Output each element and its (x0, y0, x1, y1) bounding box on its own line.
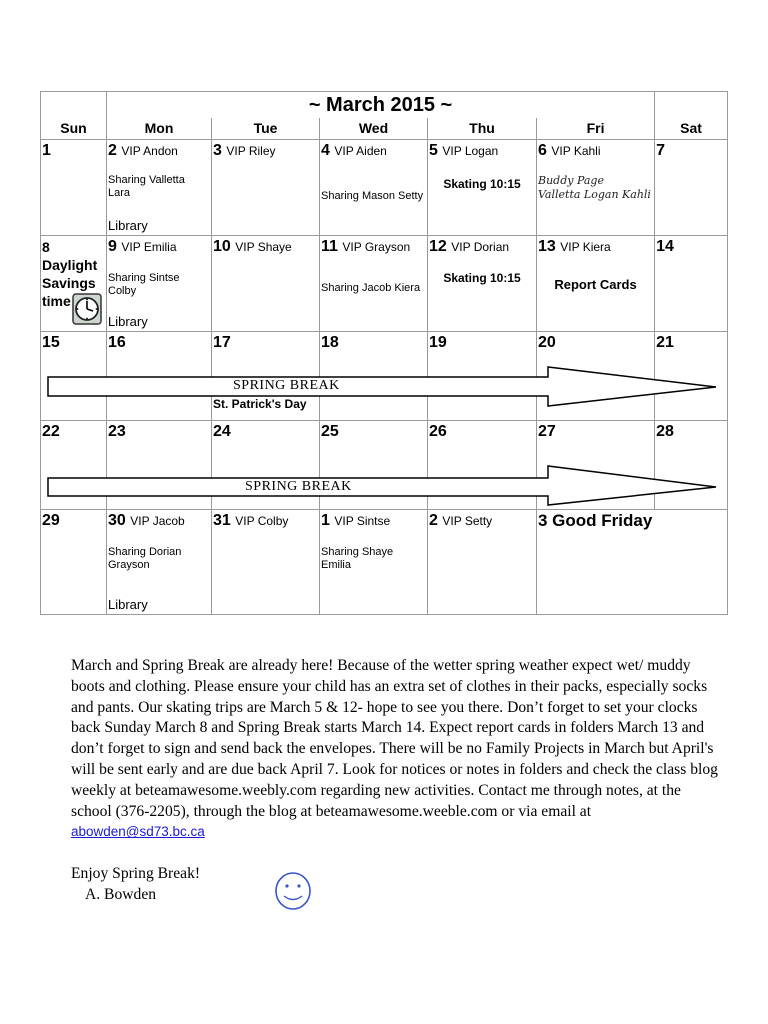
day-number: 17 (213, 334, 231, 351)
sharing-note: Sharing Jacob Kiera (321, 282, 421, 294)
sharing-note: Sharing Shaye Emilia (321, 546, 394, 571)
dst-line: Savings (42, 275, 96, 291)
report-cards-event: Report Cards (554, 277, 637, 292)
day-number: 3 (213, 142, 222, 159)
day-cell (320, 510, 428, 615)
dst-line: Daylight (42, 257, 98, 273)
vip-label: VIP Dorian (451, 240, 510, 254)
day-number: 2 (108, 142, 117, 159)
day-number: 4 (321, 142, 330, 159)
day-cell (537, 140, 655, 236)
buddy-page-note (538, 174, 654, 202)
march-calendar (40, 91, 727, 636)
day-number: 8 (42, 239, 50, 255)
day-number: 30 (108, 512, 126, 529)
sharing-note: Sharing Sintse Colby (108, 272, 180, 297)
day-header-thu: Thu (428, 118, 537, 140)
day-number: 26 (429, 423, 447, 440)
spring-break-label: SPRING BREAK (245, 479, 352, 494)
day-cell (41, 510, 107, 615)
vip-label: VIP Kahli (551, 144, 601, 158)
day-header-wed: Wed (320, 118, 428, 140)
day-cell (428, 510, 537, 615)
vip-label: VIP Grayson (342, 240, 411, 254)
day-number: 31 (213, 512, 231, 529)
spring-break-arrow-2 (47, 465, 717, 507)
day-number: 6 (538, 142, 547, 159)
day-number: 10 (213, 238, 231, 255)
vip-label: VIP Riley (226, 144, 276, 158)
day-number: 22 (42, 423, 60, 440)
vip-label: VIP Andon (121, 144, 178, 158)
day-header-sat: Sat (655, 118, 728, 140)
day-cell (655, 140, 728, 236)
skating-event: Skating 10:15 (443, 271, 521, 285)
day-cell (107, 236, 212, 332)
day-number: 1 (42, 142, 51, 159)
day-cell (41, 236, 107, 332)
library-note: Library (108, 597, 148, 612)
vip-label: VIP Logan (442, 144, 499, 158)
good-friday-label: 3 Good Friday (538, 511, 653, 530)
st-patricks-day-event: St. Patrick's Day (213, 397, 307, 411)
vip-label: VIP Setty (442, 514, 493, 528)
day-number: 16 (108, 334, 126, 351)
day-cell (107, 510, 212, 615)
library-note: Library (108, 218, 148, 233)
day-number: 14 (656, 238, 674, 255)
email-link[interactable]: abowden@sd73.bc.ca (71, 824, 205, 840)
day-header-tue: Tue (212, 118, 320, 140)
day-number: 7 (656, 142, 665, 159)
day-cell (655, 236, 728, 332)
day-header-sun: Sun (41, 118, 107, 140)
day-number: 23 (108, 423, 126, 440)
day-cell (320, 140, 428, 236)
day-cell (212, 510, 320, 615)
signature: A. Bowden (85, 886, 157, 903)
spring-break-arrow-1 (47, 366, 717, 408)
vip-label: VIP Jacob (130, 514, 185, 528)
vip-label: VIP Emilia (121, 240, 177, 254)
vip-label: VIP Shaye (235, 240, 292, 254)
library-note: Library (108, 314, 148, 329)
day-header-fri: Fri (537, 118, 655, 140)
day-number: 28 (656, 423, 674, 440)
day-number: 15 (42, 334, 60, 351)
day-number: 2 (429, 512, 438, 529)
day-cell (41, 140, 107, 236)
dst-line: time (42, 293, 71, 309)
vip-label: VIP Aiden (334, 144, 387, 158)
day-number: 27 (538, 423, 556, 440)
vip-label: VIP Kiera (560, 240, 611, 254)
day-number: 11 (321, 238, 338, 255)
buddy-line: Valletta Logan Kahli (538, 188, 651, 201)
header-blank-right (655, 92, 728, 119)
day-number: 20 (538, 334, 556, 351)
closing-line: Enjoy Spring Break! (71, 865, 201, 882)
day-cell (428, 140, 537, 236)
day-number: 12 (429, 238, 447, 255)
sharing-note: Sharing Mason Setty (321, 190, 424, 202)
day-cell (320, 236, 428, 332)
day-number: 5 (429, 142, 438, 159)
sharing-note: Sharing Dorian Grayson (108, 546, 182, 571)
day-number: 9 (108, 238, 117, 255)
letter-text: March and Spring Break are already here! Because of the wetter spring weather expect wet/ muddy boots and clothing. Please ensure your child has an extra set of clothes in their packs, especially socks and pants. Our skating trips are March 5 & 12- hope to see you there. Don’t forget to set your clocks back Sunday March 8 and Spring Break starts March 14. Expect report cards in folders March 13 and don’t forget to sign and send back the envelopes. There will be no Family Projects in March but April's will be sent early and are due back April 7. Look for notices or notes in folders and check the class blog weekly at beteamawesome.weebly.com regarding new activities. Contact me through notes, at the school (376-2205), through the blog at beteamawesome.weeble.com or via email at (71, 657, 718, 820)
day-number: 21 (656, 334, 674, 351)
day-number: 19 (429, 334, 447, 351)
day-number: 1 (321, 512, 330, 529)
smiley-face-icon (274, 871, 312, 911)
vip-label: VIP Colby (235, 514, 289, 528)
clock-icon (72, 293, 102, 325)
newsletter-body (71, 656, 721, 843)
vip-label: VIP Sintse (334, 514, 391, 528)
day-cell (537, 510, 728, 615)
calendar-title: ~ March 2015 ~ (107, 92, 655, 119)
header-blank-left (41, 92, 107, 119)
day-cell (212, 236, 320, 332)
day-cell (212, 140, 320, 236)
day-cell (428, 236, 537, 332)
day-number: 29 (42, 512, 60, 529)
skating-event: Skating 10:15 (443, 177, 521, 191)
day-cell (107, 140, 212, 236)
spring-break-label: SPRING BREAK (233, 378, 340, 393)
day-cell (537, 236, 655, 332)
sharing-note: Sharing Valletta Lara (108, 174, 185, 199)
day-header-mon: Mon (107, 118, 212, 140)
day-number: 25 (321, 423, 339, 440)
day-number: 18 (321, 334, 339, 351)
buddy-line: Buddy Page (538, 174, 604, 187)
day-number: 24 (213, 423, 231, 440)
day-number: 13 (538, 238, 556, 255)
